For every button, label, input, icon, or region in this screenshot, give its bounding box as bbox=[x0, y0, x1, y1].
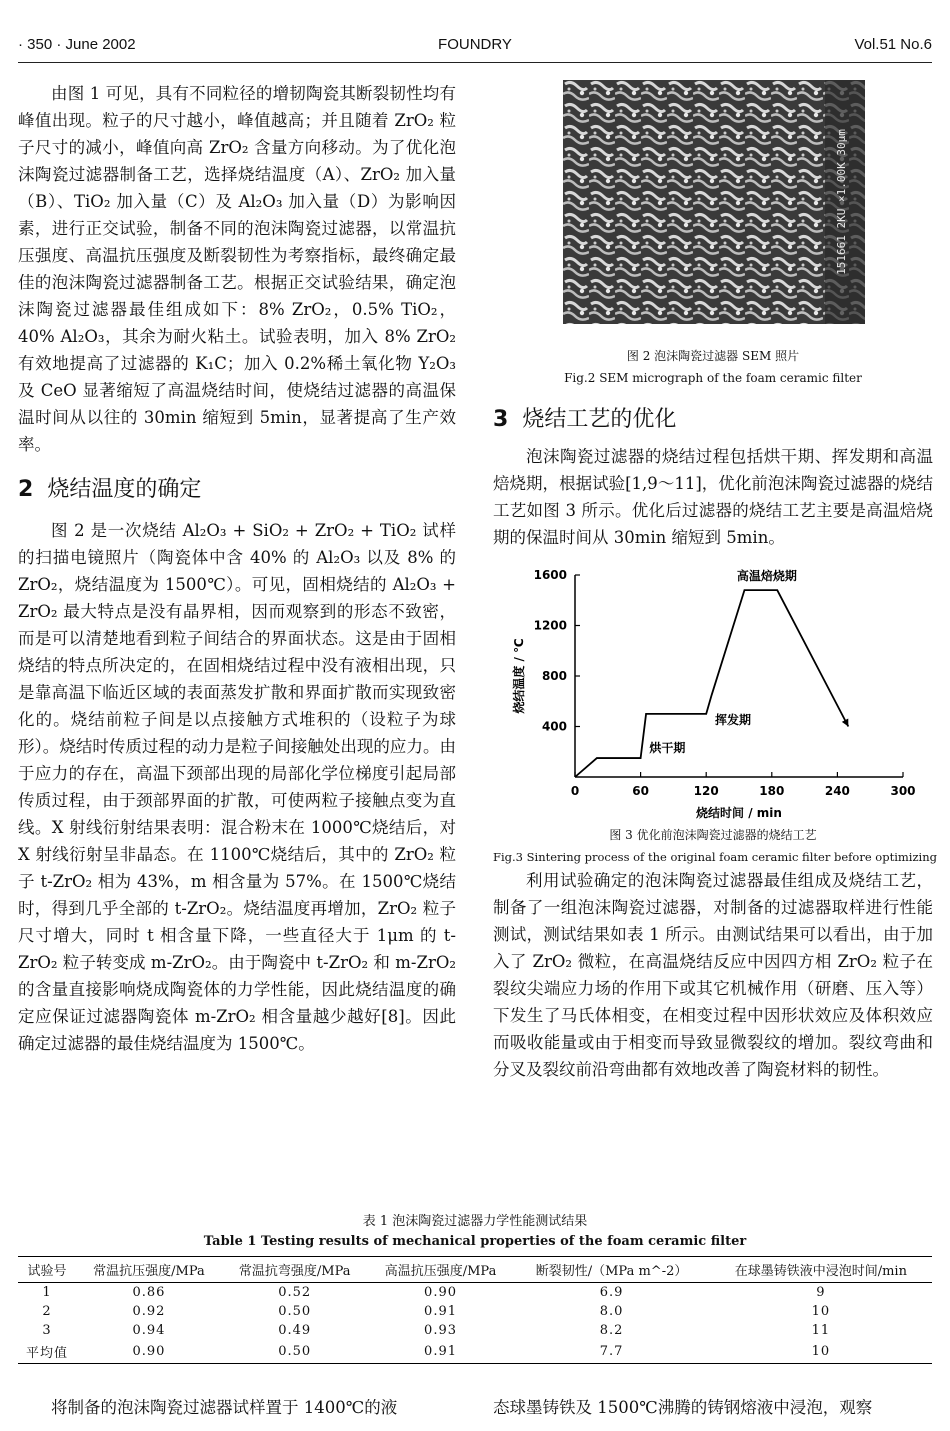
sem-scale-text: 151661 2KU ×1.00K 30μm bbox=[835, 129, 848, 275]
table-cell: 0.94 bbox=[132, 1323, 166, 1338]
table-cell: 0.91 bbox=[368, 1340, 514, 1364]
table-cell: 11 bbox=[811, 1323, 831, 1338]
chart-annotation: 高温焙烧期 bbox=[736, 569, 797, 584]
header-right: Vol.51 No.6 bbox=[854, 36, 932, 53]
x-tick-label: 240 bbox=[824, 784, 850, 798]
section-2-number: 2 bbox=[18, 477, 34, 502]
table-header: 常温抗压强度/MPa bbox=[76, 1257, 222, 1283]
header-rule bbox=[18, 62, 932, 63]
table-cell: 3 bbox=[42, 1323, 52, 1338]
left-column bbox=[18, 80, 456, 1057]
table-cell: 7.7 bbox=[513, 1340, 709, 1364]
fig3-chart bbox=[493, 563, 933, 833]
y-tick-label: 800 bbox=[541, 669, 567, 683]
chart-annotation: 挥发期 bbox=[714, 712, 751, 727]
fig2-caption-cn: 图 2 泡沫陶瓷过滤器 SEM 照片 bbox=[626, 349, 800, 363]
bottom-right-text: 态球墨铸铁及 1500℃沸腾的铸钢熔液中浸泡，观察 bbox=[493, 1398, 873, 1417]
y-axis-label: 烧结温度 / ℃ bbox=[512, 638, 526, 714]
right-column bbox=[493, 80, 937, 1083]
paragraph-4: 利用试验确定的泡沫陶瓷过滤器最佳组成及烧结工艺，制备了一组泡沫陶瓷过滤器，对制备的过滤器取样进行性能测试，测试结果如表 1 所示。由测试结果可以看出，由于加入了 ZrO₂ 微粒，在高温烧结反应中因四方相 ZrO₂ 粒子在裂纹尖端应力场的作用下或其它机械作用（研磨、压入等）下发生了马氏体相变，在相变过程中因形状效应及体积效应而吸收能量或由于相变而导致显微裂纹的增加。裂纹弯曲和分叉及裂纹前沿弯曲都有效地改善了陶瓷材料的韧性。 bbox=[493, 871, 933, 1079]
table-cell: 0.52 bbox=[278, 1285, 312, 1300]
table-header: 断裂韧性/（MPa m^-2） bbox=[513, 1257, 709, 1283]
chart-annotation: 烘干期 bbox=[649, 740, 686, 755]
table-cell: 9 bbox=[816, 1285, 826, 1300]
table-header: 试验号 bbox=[18, 1257, 76, 1283]
table-cell: 0.91 bbox=[424, 1304, 457, 1319]
paragraph-2: 图 2 是一次烧结 Al₂O₃ + SiO₂ + ZrO₂ + TiO₂ 试样的扫描电镜照片（陶瓷体中含 40% 的 Al₂O₃ 以及 8% 的 ZrO₂，烧结温度为 1500℃）。可见，固相烧结的 Al₂O₃ + ZrO₂ 最大特点是没有晶界相，因而观察到的形态不致密，而是可以清楚地看到粒子间结合的界面状态。这是由于固相烧结的特点所决定的，在固相烧结过程中没有液相出现，只是靠高温下临近区域的表面蒸发扩散和界面扩散而实现致密化的。烧结前粒子间是以点接触方式堆积的（设粒子为球形）。烧结时传质过程的动力是粒子间接触处出现的应力。由于应力的存在，高温下颈部出现的局部化学位梯度引起局部传质过程，由于颈部界面的扩散，可使两粒子接触点变为直线。X 射线衍射结果表明：混合粉末在 1000℃烧结后，对 X 射线衍射呈非晶态。在 1100℃烧结后，其中的 ZrO₂ 粒子 t-ZrO₂ 相为 43%，m 相含量为 57%。在 1500℃烧结时，得到几乎全部的 t-ZrO₂。烧结温度再增加，ZrO₂ 粒子尺寸增大，同时 t 相含量下降，一些直径大于 1μm 的 t-ZrO₂ 粒子转变成 m-ZrO₂。由于陶瓷中 t-ZrO₂ 和 m-ZrO₂ 的含量直接影响烧成陶瓷体的力学性能，因此烧结温度的确定应保证过滤器陶瓷体 m-ZrO₂ 相含量越少越好[8]。因此确定过滤器的最佳烧结温度为 1500℃。 bbox=[18, 521, 456, 1053]
sem-texture bbox=[563, 80, 865, 324]
fig2-caption-en: Fig.2 SEM micrograph of the foam ceramic filter bbox=[564, 371, 862, 385]
table-cell: 1 bbox=[42, 1285, 52, 1300]
section-3-title: 烧结工艺的优化 bbox=[522, 407, 677, 432]
bottom-left-text: 将制备的泡沫陶瓷过滤器试样置于 1400℃的液 bbox=[51, 1398, 398, 1417]
table-cell: 2 bbox=[42, 1304, 52, 1319]
table-cell: 0.90 bbox=[76, 1340, 222, 1364]
table-cell: 8.0 bbox=[599, 1304, 624, 1319]
table-cell: 6.9 bbox=[599, 1285, 624, 1300]
section-2-heading bbox=[18, 472, 456, 503]
table-cell: 0.49 bbox=[278, 1323, 312, 1338]
x-axis-label: 烧结时间 / min bbox=[696, 806, 782, 820]
table-cell: 10 bbox=[710, 1340, 932, 1364]
y-tick-label: 1200 bbox=[533, 618, 567, 633]
table-caption-cn: 表 1 泡沫陶瓷过滤器力学性能测试结果 bbox=[362, 1214, 588, 1229]
table-header: 常温抗弯强度/MPa bbox=[222, 1257, 368, 1283]
table-cell: 10 bbox=[811, 1304, 831, 1319]
table-cell: 0.50 bbox=[222, 1340, 368, 1364]
table-1 bbox=[18, 1212, 932, 1364]
running-header bbox=[18, 36, 932, 58]
table-header: 在球墨铸铁液中浸泡时间/min bbox=[710, 1257, 932, 1283]
x-tick-label: 60 bbox=[632, 784, 649, 798]
fig3-caption-cn: 图 3 优化前泡沫陶瓷过滤器的烧结工艺 bbox=[609, 828, 817, 842]
section-3-heading bbox=[493, 402, 933, 433]
section-2-title: 烧结温度的确定 bbox=[47, 477, 202, 502]
section-3-number: 3 bbox=[493, 407, 509, 432]
x-tick-label: 120 bbox=[693, 784, 719, 798]
paragraph-1: 由图 1 可见，具有不同粒径的增韧陶瓷其断裂韧性均有峰值出现。粒子的尺寸越小，峰值越高；并且随着 ZrO₂ 粒子尺寸的减小，峰值向高 ZrO₂ 含量方向移动。为了优化泡沫陶瓷过滤器制备工艺，选择烧结温度（A）、ZrO₂ 加入量（B）、TiO₂ 加入量（C）及 Al₂O₃ 加入量（D）为影响因素，进行正交试验，制备不同的泡沫陶瓷过滤器，以常温抗压强度、高温抗压强度及断裂韧性为考察指标，最终确定最佳的泡沫陶瓷过滤器制备工艺。根据正交试验结果，确定泡沫陶瓷过滤器最佳组成如下：8% ZrO₂，0.5% TiO₂，40% Al₂O₃，其余为耐火粘土。试验表明，加入 8% ZrO₂ 有效地提高了过滤器的 K₁C；加入 0.2%稀土氧化物 Y₂O₃ 及 CeO 显著缩短了高温烧结时间，使烧结过滤器的高温保温时间从以往的 30min 缩短到 5min，显著提高了生产效率。 bbox=[18, 84, 456, 454]
table-header-row bbox=[18, 1257, 932, 1283]
table-row bbox=[18, 1340, 932, 1364]
series-line bbox=[575, 590, 848, 777]
table-cell: 0.93 bbox=[424, 1323, 457, 1338]
table-caption-en: Table 1 Testing results of mechanical properties of the foam ceramic filter bbox=[203, 1234, 747, 1249]
table-cell: 平均值 bbox=[18, 1340, 76, 1364]
x-tick-label: 300 bbox=[890, 784, 916, 798]
results-table bbox=[18, 1256, 932, 1364]
table-row bbox=[18, 1321, 932, 1340]
sem-micrograph bbox=[563, 80, 865, 324]
fig3-caption-en: Fig.3 Sintering process of the original foam ceramic filter before optimizing bbox=[493, 850, 937, 864]
sintering-chart bbox=[493, 563, 933, 833]
paragraph-3: 泡沫陶瓷过滤器的烧结过程包括烘干期、挥发期和高温焙烧期，根据试验[1,9～11]，优化前泡沫陶瓷过滤器的烧结工艺如图 3 所示。优化后过滤器的烧结工艺主要是高温焙烧期的保温时间从 30min 缩短到 5min。 bbox=[493, 447, 933, 547]
table-cell: 0.90 bbox=[424, 1285, 457, 1300]
y-tick-label: 400 bbox=[541, 719, 567, 734]
header-center: FOUNDRY bbox=[438, 36, 512, 53]
y-tick-label: 1600 bbox=[533, 568, 567, 582]
table-row bbox=[18, 1302, 932, 1321]
x-tick-label: 0 bbox=[570, 784, 580, 798]
table-cell: 0.86 bbox=[132, 1285, 166, 1300]
table-cell: 0.92 bbox=[132, 1304, 166, 1319]
table-row bbox=[18, 1283, 932, 1303]
table-cell: 8.2 bbox=[599, 1323, 624, 1338]
header-left: · 350 · June 2002 bbox=[18, 36, 136, 53]
table-header: 高温抗压强度/MPa bbox=[368, 1257, 514, 1283]
table-cell: 0.50 bbox=[278, 1304, 312, 1319]
x-tick-label: 180 bbox=[759, 784, 785, 798]
